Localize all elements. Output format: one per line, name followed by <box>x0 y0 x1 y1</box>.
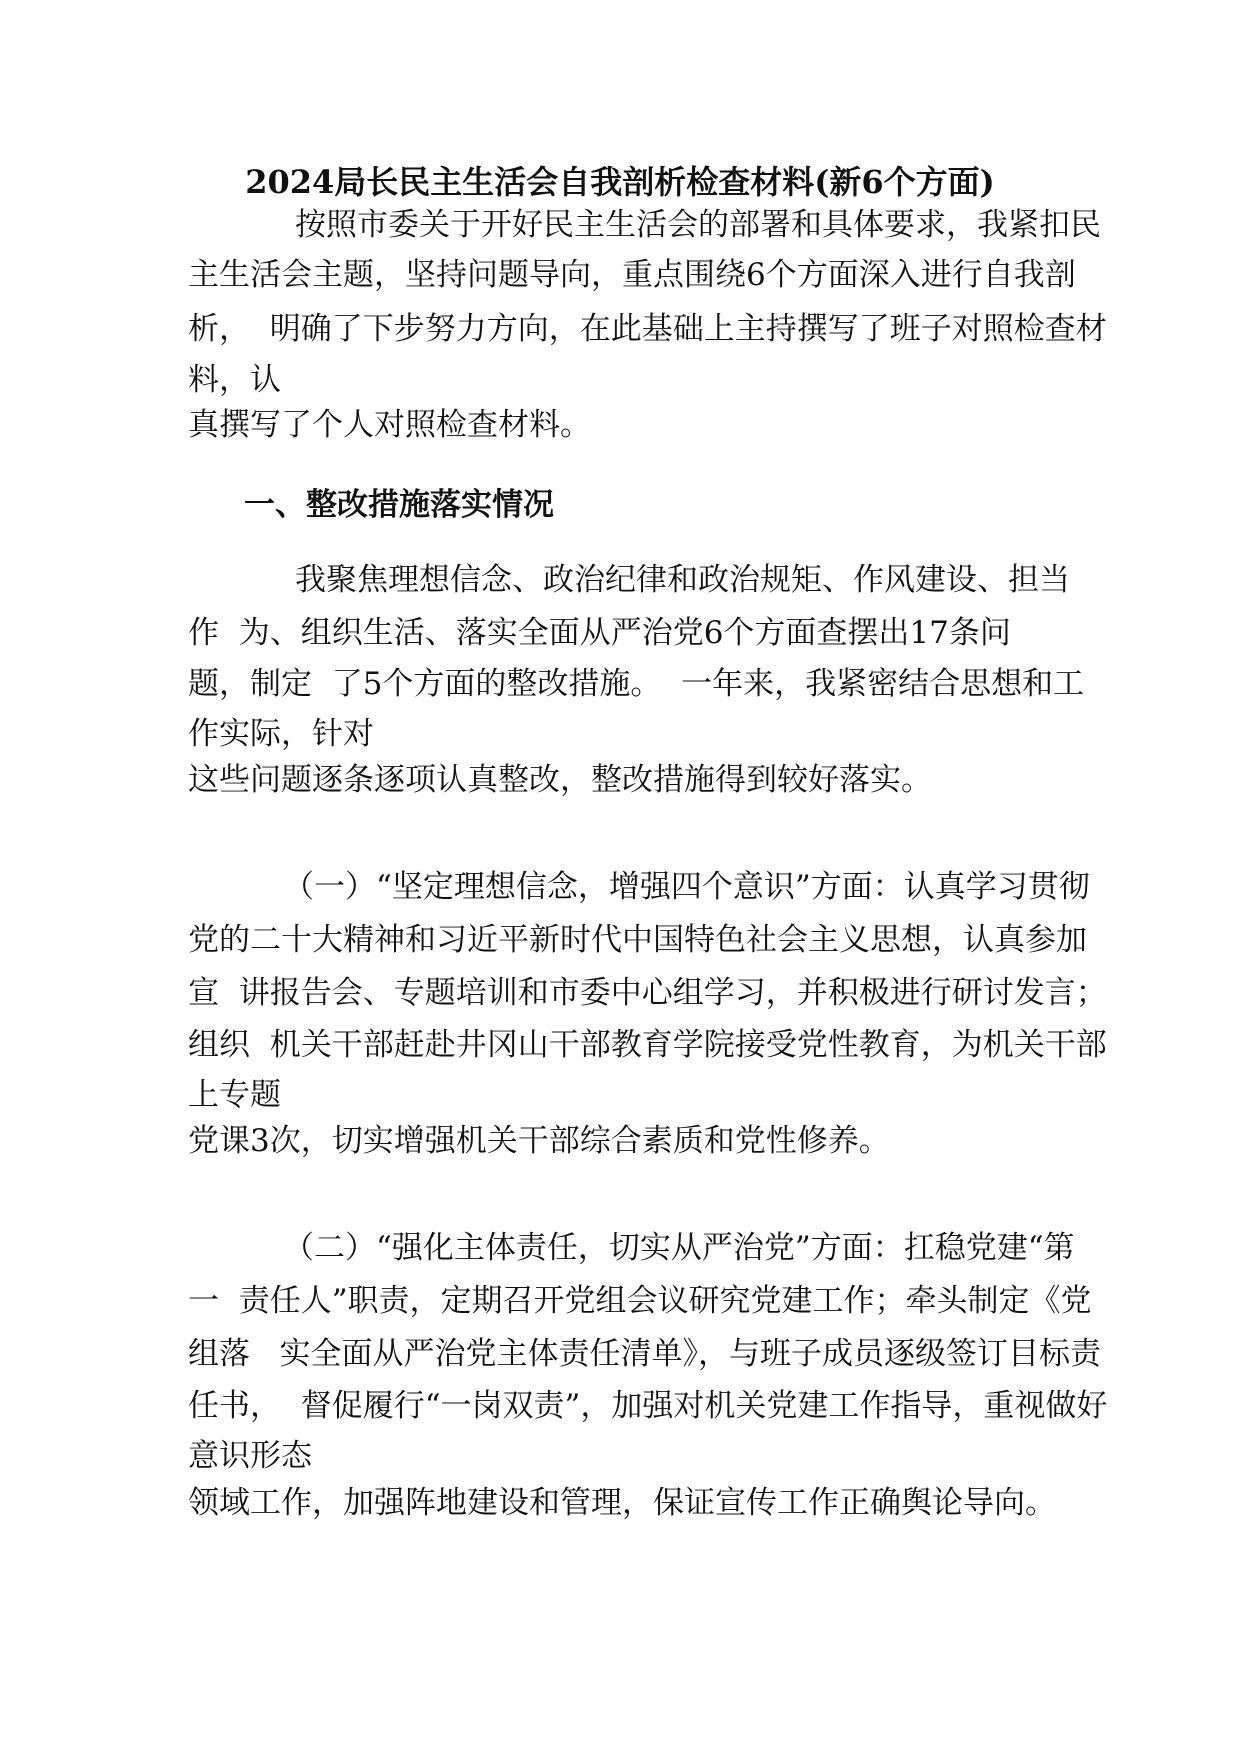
section1-line: 这些问题逐条逐项认真整改，整改措施得到较好落实。 <box>188 762 932 798</box>
section-heading: 一、整改措施落实情况 <box>244 487 554 523</box>
item2-line: 组落 实全面从严治党主体责任清单》，与班子成员逐级签订目标责 <box>188 1336 1102 1372</box>
item1-line: （一）“坚定理想信念，增强四个意识”方面：认真学习贯彻 <box>283 869 1090 905</box>
item2-line: 任书， 督促履行“一岗双责”，加强对机关党建工作指导，重视做好 <box>188 1388 1108 1424</box>
intro-line: 析， 明确了下步努力方向，在此基础上主持撰写了班子对照检查材 <box>188 311 1107 347</box>
intro-line: 料，认 <box>188 362 281 398</box>
intro-line: 真撰写了个人对照检查材料。 <box>188 407 591 443</box>
section1-line: 我聚焦理想信念、政治纪律和政治规矩、作风建设、担当 <box>295 562 1070 598</box>
document-title: 2024局长民主生活会自我剖析检查材料(新6个方面) <box>245 163 995 201</box>
intro-line: 按照市委关于开好民主生活会的部署和具体要求，我紧扣民 <box>295 207 1101 243</box>
section1-line: 作实际，针对 <box>188 716 374 752</box>
section1-line: 作 为、组织生活、落实全面从严治党6个方面查摆出17条问 <box>188 615 1011 651</box>
section1-line: 题，制定 了5个方面的整改措施。 一年来，我紧密结合思想和工 <box>188 666 1085 702</box>
intro-line: 主生活会主题，坚持问题导向，重点围绕6个方面深入进行自我剖 <box>188 257 1076 293</box>
item2-line: 一 责任人”职责，定期召开党组会议研究党建工作；牵头制定《党 <box>188 1283 1092 1319</box>
item2-line: （二）“强化主体责任，切实从严治党”方面：扛稳党建“第 <box>283 1230 1075 1266</box>
item1-line: 组织 机关干部赶赴井冈山干部教育学院接受党性教育，为机关干部 <box>188 1027 1107 1063</box>
item2-line: 意识形态 <box>188 1438 312 1474</box>
item1-line: 宣 讲报告会、专题培训和市委中心组学习，并积极进行研讨发言； <box>188 975 1107 1011</box>
item1-line: 党课3次，切实增强机关干部综合素质和党性修养。 <box>188 1123 890 1159</box>
item1-line: 上专题 <box>188 1077 281 1113</box>
item2-line: 领域工作，加强阵地建设和管理，保证宣传工作正确舆论导向。 <box>188 1485 1056 1521</box>
item1-line: 党的二十大精神和习近平新时代中国特色社会主义思想，认真参加 <box>188 922 1087 958</box>
